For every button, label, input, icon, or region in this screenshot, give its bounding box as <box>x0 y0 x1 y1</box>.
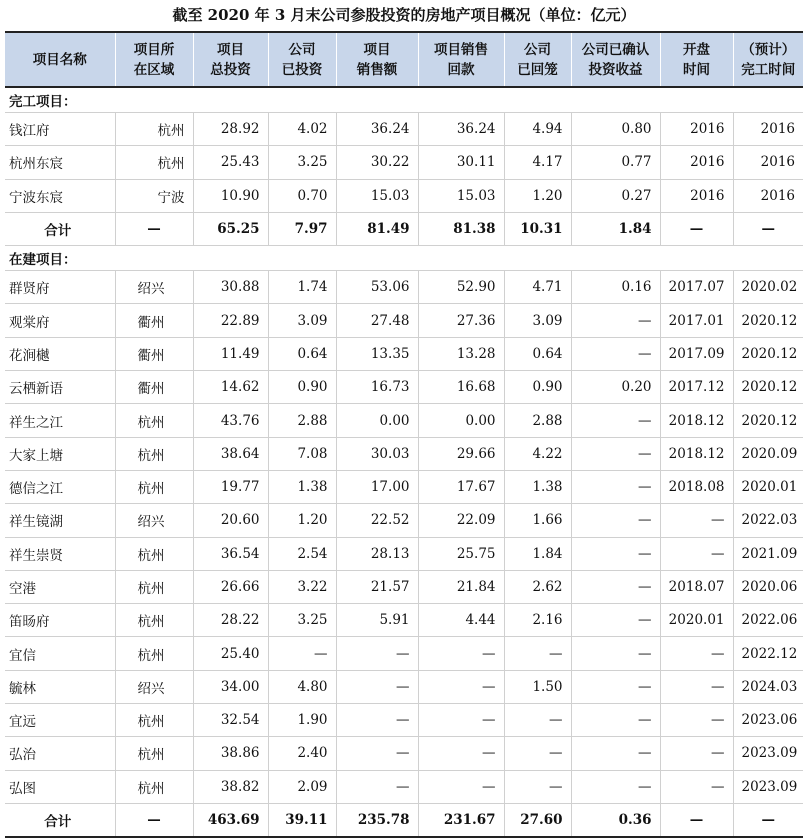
cell-sales-collection: — <box>418 737 504 770</box>
cell-sales: 28.13 <box>336 537 418 570</box>
table-row <box>5 113 803 146</box>
cell-opening-date: — <box>660 770 733 803</box>
cell-region: 绍兴 <box>115 271 193 304</box>
cell-opening-date: — <box>660 670 733 703</box>
cell-sales-collection: 13.28 <box>418 337 504 370</box>
cell-total-investment: 28.22 <box>193 604 268 637</box>
cell-completion-date: 2020.06 <box>733 570 803 603</box>
cell-company-invested: — <box>268 637 336 670</box>
cell-investment-income: — <box>571 737 660 770</box>
cell-completion-date: 2020.09 <box>733 437 803 470</box>
col-header-sales: 项目 销售额 <box>336 32 418 87</box>
real-estate-projects-table <box>5 31 803 838</box>
cell-company-recovered: 2.16 <box>504 604 571 637</box>
cell-sales-collection: 36.24 <box>418 113 504 146</box>
cell-sales-collection: 4.44 <box>418 604 504 637</box>
cell-total-investment: 32.54 <box>193 704 268 737</box>
table-row <box>5 470 803 503</box>
total-row <box>5 212 803 245</box>
cell-opening-date: 2018.12 <box>660 437 733 470</box>
table-row <box>5 304 803 337</box>
cell-project-name: 大家上塘 <box>5 437 115 470</box>
cell-sales: 36.24 <box>336 113 418 146</box>
cell-sales-collection: 29.66 <box>418 437 504 470</box>
cell-completion-date: 2020.12 <box>733 304 803 337</box>
table-row <box>5 604 803 637</box>
cell-project-name: 祥生崇贤 <box>5 537 115 570</box>
cell-region: 杭州 <box>115 770 193 803</box>
cell-project-name: 群贤府 <box>5 271 115 304</box>
cell-opening-date: — <box>660 637 733 670</box>
cell-sales-collection: 81.38 <box>418 212 504 245</box>
cell-investment-income: — <box>571 704 660 737</box>
cell-completion-date: 2023.09 <box>733 770 803 803</box>
cell-investment-income: 1.84 <box>571 212 660 245</box>
cell-company-recovered: 10.31 <box>504 212 571 245</box>
cell-sales: 53.06 <box>336 271 418 304</box>
cell-opening-date: 2017.07 <box>660 271 733 304</box>
cell-sales-collection: 22.09 <box>418 504 504 537</box>
cell-total-investment: 28.92 <box>193 113 268 146</box>
cell-region: 杭州 <box>115 404 193 437</box>
cell-opening-date: 2016 <box>660 179 733 212</box>
cell-sales-collection: 27.36 <box>418 304 504 337</box>
cell-completion-date: 2022.06 <box>733 604 803 637</box>
cell-company-invested: 4.02 <box>268 113 336 146</box>
cell-sales-collection: 231.67 <box>418 803 504 837</box>
cell-sales-collection: — <box>418 770 504 803</box>
cell-investment-income: 0.77 <box>571 146 660 179</box>
cell-company-recovered: — <box>504 770 571 803</box>
col-header-completion-date: （预计） 完工时间 <box>733 32 803 87</box>
cell-completion-date: 2022.12 <box>733 637 803 670</box>
cell-project-name: 云栖新语 <box>5 371 115 404</box>
cell-investment-income: — <box>571 670 660 703</box>
cell-project-name: 宜信 <box>5 637 115 670</box>
cell-total-investment: 463.69 <box>193 803 268 837</box>
cell-project-name: 笛旸府 <box>5 604 115 637</box>
cell-sales: — <box>336 770 418 803</box>
cell-opening-date: — <box>660 537 733 570</box>
cell-company-invested: 39.11 <box>268 803 336 837</box>
cell-company-recovered: 3.09 <box>504 304 571 337</box>
table-row <box>5 271 803 304</box>
cell-company-recovered: 0.90 <box>504 371 571 404</box>
section-under-construction <box>5 246 803 271</box>
table-row <box>5 537 803 570</box>
table-title: 截至 2020 年 3 月末公司参股投资的房地产项目概况（单位：亿元） <box>172 6 636 24</box>
cell-completion-date: 2021.09 <box>733 537 803 570</box>
cell-sales: 0.00 <box>336 404 418 437</box>
cell-region: 杭州 <box>115 146 193 179</box>
cell-total-investment: 43.76 <box>193 404 268 437</box>
cell-opening-date: — <box>660 704 733 737</box>
col-header-sales-collection: 项目销售 回款 <box>418 32 504 87</box>
cell-region: 衢州 <box>115 337 193 370</box>
cell-company-invested: 4.80 <box>268 670 336 703</box>
cell-company-invested: 0.90 <box>268 371 336 404</box>
section-label: 完工项目： <box>5 87 803 113</box>
cell-investment-income: — <box>571 604 660 637</box>
table-row <box>5 404 803 437</box>
cell-investment-income: — <box>571 337 660 370</box>
cell-project-name: 合计 <box>5 803 115 837</box>
cell-completion-date: 2023.06 <box>733 704 803 737</box>
cell-opening-date: 2020.01 <box>660 604 733 637</box>
cell-investment-income: — <box>571 504 660 537</box>
cell-region: 宁波 <box>115 179 193 212</box>
cell-sales: 30.22 <box>336 146 418 179</box>
cell-region: — <box>115 803 193 837</box>
col-header-opening-date: 开盘 时间 <box>660 32 733 87</box>
cell-project-name: 宁波东宸 <box>5 179 115 212</box>
cell-region: 杭州 <box>115 470 193 503</box>
cell-total-investment: 25.43 <box>193 146 268 179</box>
cell-company-invested: 2.40 <box>268 737 336 770</box>
total-row <box>5 803 803 837</box>
table-row <box>5 337 803 370</box>
cell-company-invested: 3.25 <box>268 604 336 637</box>
cell-company-recovered: 4.71 <box>504 271 571 304</box>
cell-region: 绍兴 <box>115 504 193 537</box>
cell-region: 杭州 <box>115 604 193 637</box>
cell-investment-income: 0.20 <box>571 371 660 404</box>
cell-total-investment: 22.89 <box>193 304 268 337</box>
cell-completion-date: 2016 <box>733 113 803 146</box>
cell-company-recovered: 4.94 <box>504 113 571 146</box>
cell-investment-income: 0.16 <box>571 271 660 304</box>
cell-total-investment: 38.86 <box>193 737 268 770</box>
cell-sales: 27.48 <box>336 304 418 337</box>
cell-company-invested: 3.22 <box>268 570 336 603</box>
cell-sales-collection: — <box>418 670 504 703</box>
cell-investment-income: 0.36 <box>571 803 660 837</box>
cell-total-investment: 65.25 <box>193 212 268 245</box>
cell-sales: 17.00 <box>336 470 418 503</box>
cell-company-recovered: 4.17 <box>504 146 571 179</box>
cell-region: 杭州 <box>115 113 193 146</box>
cell-opening-date: 2018.08 <box>660 470 733 503</box>
cell-opening-date: 2017.09 <box>660 337 733 370</box>
cell-completion-date: 2020.12 <box>733 404 803 437</box>
cell-project-name: 毓林 <box>5 670 115 703</box>
cell-total-investment: 20.60 <box>193 504 268 537</box>
cell-project-name: 合计 <box>5 212 115 245</box>
cell-project-name: 弘治 <box>5 737 115 770</box>
cell-opening-date: 2018.12 <box>660 404 733 437</box>
cell-company-invested: 1.20 <box>268 504 336 537</box>
cell-opening-date: 2017.12 <box>660 371 733 404</box>
cell-project-name: 德信之江 <box>5 470 115 503</box>
cell-sales: 22.52 <box>336 504 418 537</box>
table-row <box>5 570 803 603</box>
cell-opening-date: — <box>660 212 733 245</box>
cell-company-invested: 3.09 <box>268 304 336 337</box>
cell-company-invested: 3.25 <box>268 146 336 179</box>
cell-opening-date: 2016 <box>660 113 733 146</box>
cell-completion-date: 2016 <box>733 179 803 212</box>
cell-investment-income: — <box>571 537 660 570</box>
cell-company-invested: 2.88 <box>268 404 336 437</box>
cell-sales: 16.73 <box>336 371 418 404</box>
cell-investment-income: — <box>571 770 660 803</box>
cell-completion-date: 2020.12 <box>733 371 803 404</box>
table-row <box>5 179 803 212</box>
table-row <box>5 704 803 737</box>
cell-sales: — <box>336 704 418 737</box>
cell-project-name: 杭州东宸 <box>5 146 115 179</box>
cell-company-recovered: 0.64 <box>504 337 571 370</box>
cell-investment-income: — <box>571 470 660 503</box>
cell-region: — <box>115 212 193 245</box>
col-header-region: 项目所 在区域 <box>115 32 193 87</box>
cell-project-name: 钱江府 <box>5 113 115 146</box>
cell-completion-date: 2022.03 <box>733 504 803 537</box>
table-row <box>5 770 803 803</box>
cell-region: 绍兴 <box>115 670 193 703</box>
cell-sales: — <box>336 637 418 670</box>
cell-completion-date: — <box>733 212 803 245</box>
table-row <box>5 371 803 404</box>
table-row <box>5 637 803 670</box>
cell-company-recovered: 2.62 <box>504 570 571 603</box>
cell-region: 杭州 <box>115 537 193 570</box>
cell-company-recovered: 1.20 <box>504 179 571 212</box>
cell-project-name: 观棠府 <box>5 304 115 337</box>
cell-company-recovered: 1.50 <box>504 670 571 703</box>
cell-region: 杭州 <box>115 437 193 470</box>
table-row <box>5 670 803 703</box>
cell-company-recovered: — <box>504 737 571 770</box>
cell-project-name: 空港 <box>5 570 115 603</box>
cell-completion-date: 2020.02 <box>733 271 803 304</box>
cell-sales: 21.57 <box>336 570 418 603</box>
cell-region: 衢州 <box>115 371 193 404</box>
col-header-total-investment: 项目 总投资 <box>193 32 268 87</box>
cell-sales-collection: 17.67 <box>418 470 504 503</box>
cell-company-invested: 0.64 <box>268 337 336 370</box>
cell-company-recovered: 1.66 <box>504 504 571 537</box>
cell-sales-collection: 21.84 <box>418 570 504 603</box>
col-header-project-name: 项目名称 <box>5 32 115 87</box>
cell-investment-income: — <box>571 437 660 470</box>
cell-sales: 13.35 <box>336 337 418 370</box>
cell-sales: 5.91 <box>336 604 418 637</box>
cell-opening-date: 2017.01 <box>660 304 733 337</box>
cell-completion-date: 2024.03 <box>733 670 803 703</box>
cell-project-name: 宜远 <box>5 704 115 737</box>
cell-completion-date: 2023.09 <box>733 737 803 770</box>
cell-company-recovered: — <box>504 704 571 737</box>
cell-project-name: 祥生镜湖 <box>5 504 115 537</box>
cell-completion-date: 2020.01 <box>733 470 803 503</box>
cell-investment-income: 0.80 <box>571 113 660 146</box>
cell-sales-collection: 30.11 <box>418 146 504 179</box>
cell-company-recovered: 4.22 <box>504 437 571 470</box>
table-row <box>5 437 803 470</box>
cell-region: 衢州 <box>115 304 193 337</box>
cell-sales: 235.78 <box>336 803 418 837</box>
cell-total-investment: 38.82 <box>193 770 268 803</box>
section-label: 在建项目： <box>5 246 803 271</box>
cell-sales: — <box>336 737 418 770</box>
cell-sales-collection: — <box>418 637 504 670</box>
cell-sales-collection: — <box>418 704 504 737</box>
cell-sales-collection: 52.90 <box>418 271 504 304</box>
cell-project-name: 弘图 <box>5 770 115 803</box>
cell-completion-date: 2020.12 <box>733 337 803 370</box>
cell-total-investment: 34.00 <box>193 670 268 703</box>
cell-sales: 30.03 <box>336 437 418 470</box>
cell-completion-date: 2016 <box>733 146 803 179</box>
cell-total-investment: 14.62 <box>193 371 268 404</box>
cell-company-recovered: 2.88 <box>504 404 571 437</box>
section-completed <box>5 87 803 113</box>
cell-investment-income: — <box>571 404 660 437</box>
cell-project-name: 祥生之江 <box>5 404 115 437</box>
cell-investment-income: — <box>571 637 660 670</box>
cell-total-investment: 26.66 <box>193 570 268 603</box>
cell-company-invested: 1.74 <box>268 271 336 304</box>
cell-company-invested: 7.97 <box>268 212 336 245</box>
cell-company-recovered: 1.84 <box>504 537 571 570</box>
cell-sales-collection: 15.03 <box>418 179 504 212</box>
cell-sales: 15.03 <box>336 179 418 212</box>
cell-project-name: 花涧樾 <box>5 337 115 370</box>
cell-opening-date: 2016 <box>660 146 733 179</box>
cell-total-investment: 10.90 <box>193 179 268 212</box>
cell-investment-income: — <box>571 570 660 603</box>
cell-sales: 81.49 <box>336 212 418 245</box>
col-header-investment-income: 公司已确认 投资收益 <box>571 32 660 87</box>
cell-region: 杭州 <box>115 570 193 603</box>
cell-opening-date: — <box>660 803 733 837</box>
table-row <box>5 146 803 179</box>
cell-sales-collection: 25.75 <box>418 537 504 570</box>
cell-sales: — <box>336 670 418 703</box>
cell-investment-income: — <box>571 304 660 337</box>
col-header-company-invested: 公司 已投资 <box>268 32 336 87</box>
table-row <box>5 737 803 770</box>
cell-total-investment: 25.40 <box>193 637 268 670</box>
cell-company-invested: 7.08 <box>268 437 336 470</box>
cell-sales-collection: 0.00 <box>418 404 504 437</box>
cell-region: 杭州 <box>115 704 193 737</box>
cell-sales-collection: 16.68 <box>418 371 504 404</box>
cell-investment-income: 0.27 <box>571 179 660 212</box>
cell-total-investment: 30.88 <box>193 271 268 304</box>
cell-total-investment: 38.64 <box>193 437 268 470</box>
cell-company-invested: 1.90 <box>268 704 336 737</box>
header-row <box>5 32 803 87</box>
cell-total-investment: 19.77 <box>193 470 268 503</box>
cell-region: 杭州 <box>115 637 193 670</box>
cell-opening-date: 2018.07 <box>660 570 733 603</box>
cell-completion-date: — <box>733 803 803 837</box>
table-row <box>5 504 803 537</box>
cell-company-invested: 2.09 <box>268 770 336 803</box>
col-header-company-recovered: 公司 已回笼 <box>504 32 571 87</box>
cell-total-investment: 11.49 <box>193 337 268 370</box>
cell-company-invested: 0.70 <box>268 179 336 212</box>
cell-region: 杭州 <box>115 737 193 770</box>
cell-total-investment: 36.54 <box>193 537 268 570</box>
cell-company-invested: 1.38 <box>268 470 336 503</box>
cell-company-invested: 2.54 <box>268 537 336 570</box>
cell-opening-date: — <box>660 504 733 537</box>
cell-company-recovered: 1.38 <box>504 470 571 503</box>
cell-company-recovered: — <box>504 637 571 670</box>
cell-opening-date: — <box>660 737 733 770</box>
cell-company-recovered: 27.60 <box>504 803 571 837</box>
